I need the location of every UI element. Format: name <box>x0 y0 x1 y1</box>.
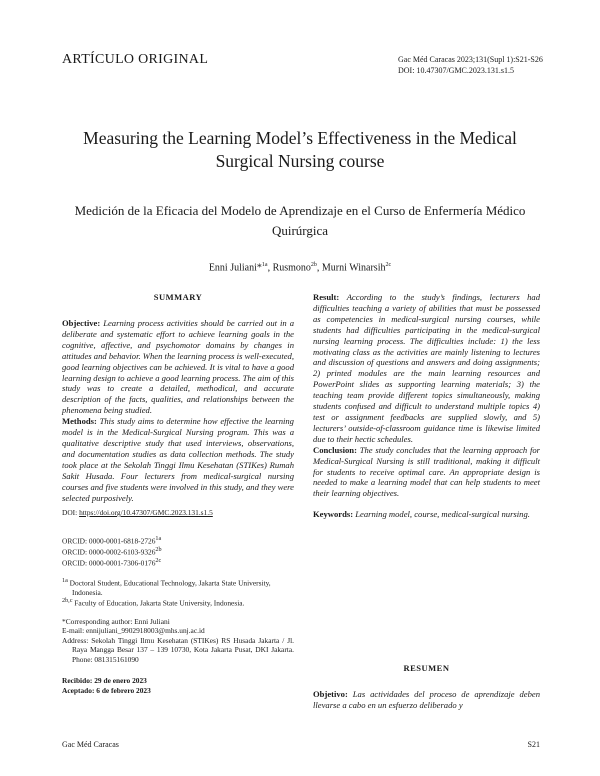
objective-text: Learning process activities should be carried out in a deliberate and systematic effort to achieve learning goals in the cognitive, affective, and psychomotor domains by changes in attitudes and behavior. When the learning process is well-executed, good learning objectives can be achieved. It is vital to have a good learning design to achieve a good learning process. The aim of this study was to create a detailed, methodical, and accurate description of the facts, qualities, and relationships between the phenomena being studied. <box>62 318 295 416</box>
result-text: According to the study’s findings, lecturers had difficulties teaching a variety of abilities that must be possessed as competencies in medical-surgical nursing courses, while students had difficulties participating in the medical-surgical nursing learning process. The difficulties include: 1) the less motivating class as the activities are mainly listening to lectures and discussion of questions and answers and doing assignments; 2) printed modules are the main learning resources and PowerPoint slides as supporting learning materials; 3) the teaching team provide different topics simultaneously, making students confused and difficult to understand multiple topics 4) test or assignment feedbacks are supplied slowly, and 5) lecturers’ outside-of-classroom guidance time is likewise limited due to their hectic schedules. <box>313 292 540 444</box>
affiliation-sup: 1a <box>62 577 68 584</box>
received-date: Recibido: 29 de enero 2023 <box>62 676 147 686</box>
author-name: Enni Juliani* <box>208 262 262 274</box>
orcid-sup: 2b <box>155 546 162 553</box>
author-list: Enni Juliani*$^{1a}$, Rusmono$^{2b}$, Murni Winarsih$^{2c}$ <box>208 262 392 274</box>
author-sup: 2c <box>385 262 392 268</box>
affiliation-2: Faculty of Education, Jakarta State University, Indonesia. <box>74 598 245 608</box>
orcid-line[interactable]: ORCID: 0000-0001-6818-2726 <box>62 536 156 546</box>
footer-journal: Gac Méd Caracas <box>62 740 119 749</box>
orcid-sup: 2c <box>155 557 162 564</box>
affiliation-sup: 2b,c <box>62 598 73 605</box>
page-number: S21 <box>527 740 540 749</box>
orcid-line[interactable]: ORCID: 0000-0002-6103-9326 <box>62 547 156 557</box>
keywords-text: Learning model, course, medical-surgical nursing. <box>355 509 530 520</box>
accepted-date: Aceptado: 6 de febrero 2023 <box>62 686 151 696</box>
resumen-section <box>313 663 540 711</box>
orcid-sup: 1a <box>155 535 162 542</box>
resumen-body <box>313 689 540 711</box>
title-english: Measuring the Learning Model’s Effectiveness in the Medical Surgical Nursing course <box>83 128 517 171</box>
doi-link[interactable]: https://doi.org/10.47307/GMC.2023.131.s1.5 <box>79 508 213 517</box>
author-name: Rusmono <box>272 262 311 274</box>
journal-citation: Gac Méd Caracas 2023;131(Supl 1):S21-S26 <box>398 55 543 64</box>
resumen-heading: RESUMEN <box>403 663 450 673</box>
conclusion-text: The study concludes that the learning approach for Medical-Surgical Nursing is still traditional, making it difficult for students to receive optimal care. An appropriate design is needed to make a learning model that can help students to meet their learning objectives. <box>313 444 540 499</box>
journal-reference <box>398 54 548 76</box>
journal-doi: DOI: 10.47307/GMC.2023.131.s1.5 <box>398 66 515 75</box>
author-sup: 1a <box>261 262 268 268</box>
summary-section <box>62 292 294 503</box>
methods-text: This study aims to determine how effective the learning model is in the Medical-Surgical Nursing program. This was a qualitative descriptive study that used interviews, observations, and documentation studies as data collection methods. The study took place at the Sekolah Tinggi Ilmu Kesehatan (STIKes) Rumah Sakit Husada. Four lecturers from medical-surgical nursing courses and five students were involved in this study, and they were selected purposively. <box>62 416 294 503</box>
objective-label: Objective: <box>62 318 101 328</box>
keywords-label: Keywords: <box>313 509 354 520</box>
summary-body-left <box>62 318 294 503</box>
title-spanish: Medición de la Eficacia del Modelo de Aprendizaje en el Curso de Enfermería Médico Quirúrgica <box>74 203 526 238</box>
author-sup: 2b <box>310 262 317 268</box>
affiliation-1: Doctoral Student, Educational Technology, Jakarta State University, Indonesia. <box>69 578 271 597</box>
summary-body-right <box>313 292 540 520</box>
section-label: ARTÍCULO ORIGINAL <box>62 52 209 67</box>
orcid-line[interactable]: ORCID: 0000-0001-7306-0176 <box>62 558 156 568</box>
doi-label: DOI: <box>62 508 78 517</box>
summary-heading: SUMMARY <box>153 292 203 302</box>
email[interactable]: E-mail: ennijuliani_9902918003@mhs.unj.ac.id <box>62 626 205 636</box>
result-label: Result: <box>313 292 340 302</box>
objetivo-label: Objetivo: <box>313 689 348 699</box>
corresponding-author: *Corresponding author: Enni Juliani <box>62 616 170 626</box>
objetivo-text: Las actividades del proceso de aprendizaje deben llevarse a cabo en un esfuerzo deliberado y <box>313 689 540 710</box>
conclusion-label: Conclusion: <box>313 444 357 455</box>
address: Address: Sekolah Tinggi Ilmu Kesehatan (STIKes) RS Husada Jakarta / Jl. Raya Mangga Besar 137 – 139 10730, Kota Jakarta Pusat, DKI Jakarta. Phone: 081315161090 <box>62 635 294 664</box>
methods-label: Methods: <box>62 416 97 427</box>
author-name: Murni Winarsih <box>321 262 386 274</box>
article-metadata <box>62 508 294 696</box>
